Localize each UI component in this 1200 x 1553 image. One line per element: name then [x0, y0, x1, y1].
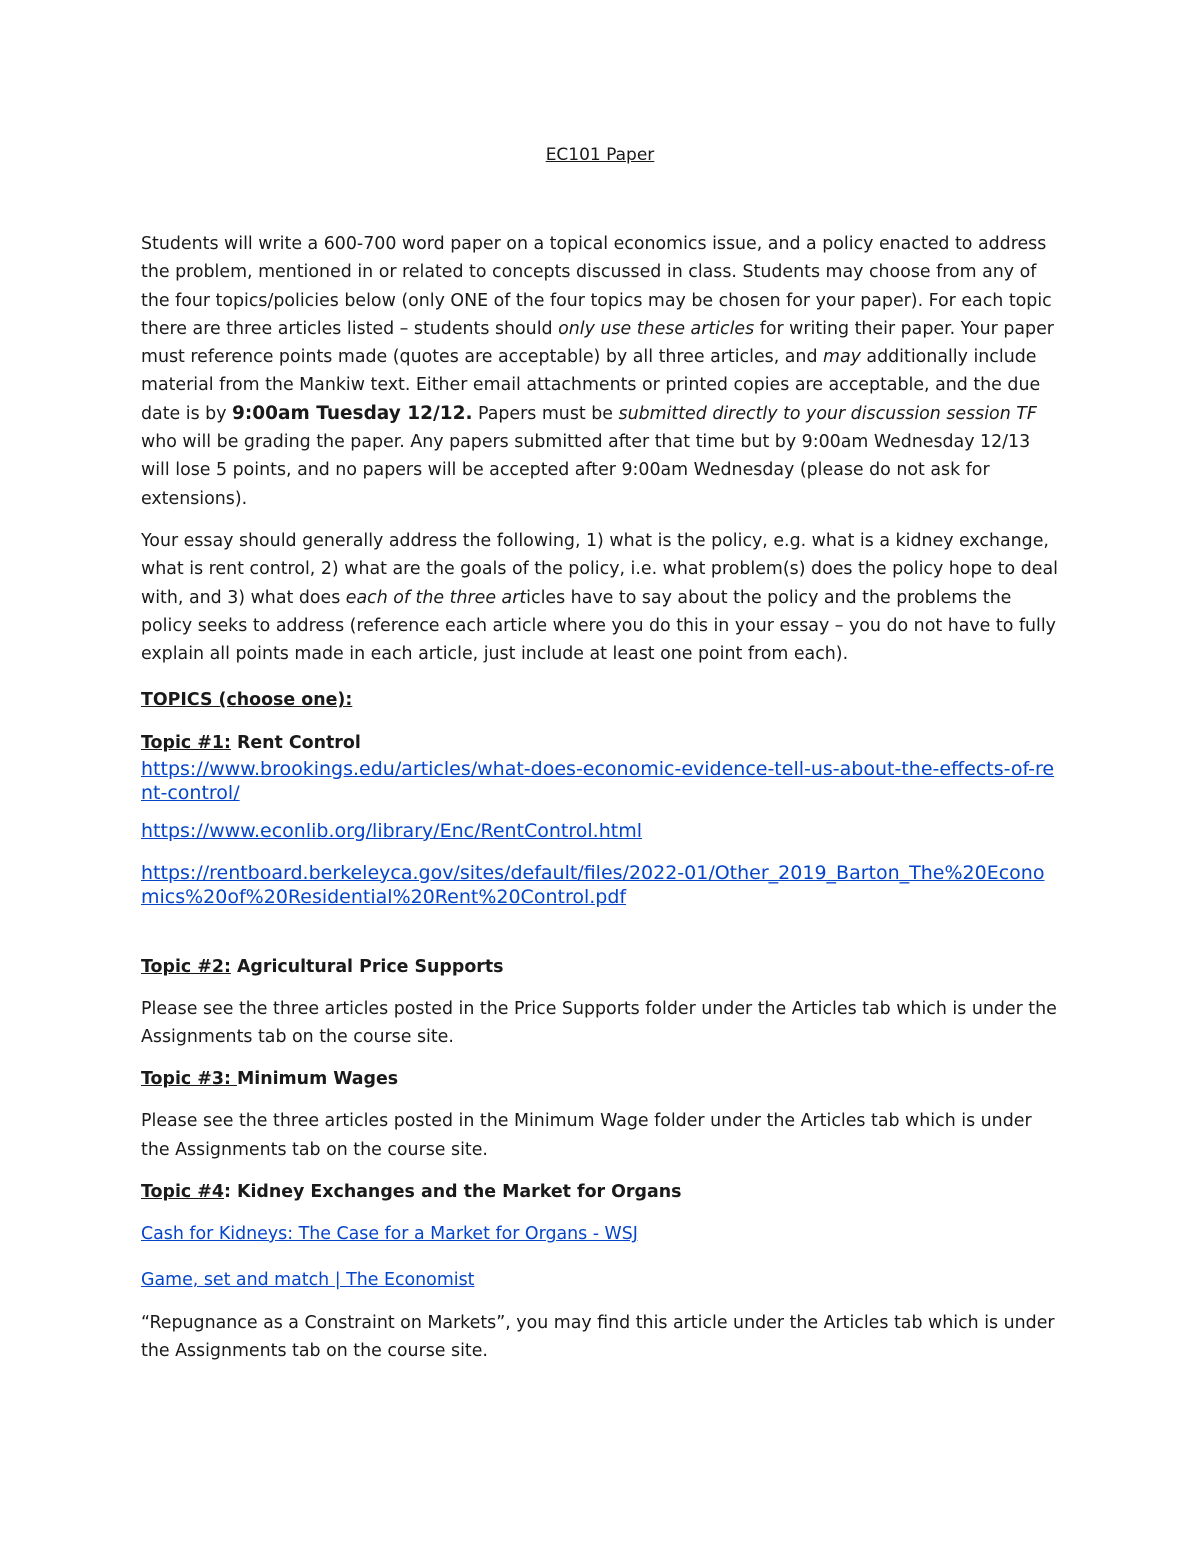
topic-4-link-2[interactable]: Game, set and match | The Economist [141, 1270, 475, 1291]
text-run: Papers must be [472, 403, 619, 424]
topic-1-link-3[interactable]: https://rentboard.berkeleyca.gov/sites/default/files/2022-01/Other_2019_Barton_The%20Economics%20of%20Residential%20Rent%20Control.pdf [141, 861, 1045, 908]
topic-name: Agricultural Price Supports [230, 956, 504, 977]
topic-4-link-1-line [141, 1220, 1061, 1248]
topic-4-link-1[interactable]: Cash for Kidneys: The Case for a Market for Organs - WSJ [141, 1223, 638, 1244]
topics-heading: TOPICS (choose one): [141, 690, 353, 711]
topic-number: Topic #3: [141, 1069, 237, 1090]
intro-paragraph-1 [141, 230, 1061, 513]
text-run: additionally include material from the Mankiw text. Either email attachments or printed copies are acceptable, and the due date is by [141, 347, 1041, 424]
text-run: for writing their paper. Your paper must reference points made (quotes are acceptable) by all three articles, and [141, 318, 1054, 368]
emphasis-text: submitted directly to your discussion session TF [618, 403, 1037, 424]
topic-3-heading [141, 1065, 1061, 1093]
topic-name: Rent Control [230, 732, 361, 753]
intro-paragraph-2 [141, 527, 1061, 668]
topic-3-text: Please see the three articles posted in the Minimum Wage folder under the Articles tab which is under the Assignments tab on the course site. [141, 1111, 1032, 1160]
text-run: icles have to say about the policy and the problems the policy seeks to address (reference each article where you do this in your essay – you do not have to fully explain all points made in each article, just include at least one point from each). [141, 587, 1056, 665]
topic-4-link-2-line [141, 1266, 1061, 1294]
topic-number: Topic #2: [141, 956, 231, 977]
text-run: Students will write a 600-700 word paper on a topical economics issue, and a policy enacted to address the problem, mentioned in or related to concepts discussed in class. Students may choose from any of the four topics/policies below (only ONE of the four topics may be chosen for your paper). For each topic there are three articles listed – students should [141, 234, 1052, 339]
due-date: 9:00am Tuesday 12/12. [232, 402, 473, 424]
topic-number: Topic #1: [141, 732, 231, 753]
topic-1-heading [141, 729, 1061, 757]
document-title: EC101 Paper [545, 145, 655, 165]
topic-1-link-2[interactable]: https://www.econlib.org/library/Enc/RentControl.html [141, 819, 642, 842]
topic-name: : Kidney Exchanges and the Market for Organs [223, 1181, 682, 1202]
emphasis-text: may [823, 347, 861, 368]
topic-4-text: “Repugnance as a Constraint on Markets”, you may find this article under the Articles tab which is under the Assignments tab on the course site. [141, 1312, 1055, 1361]
document-body [141, 230, 1061, 1365]
topic-4-heading [141, 1178, 1061, 1206]
topic-2-text: Please see the three articles posted in the Price Supports folder under the Articles tab which is under the Assignments tab on the course site. [141, 998, 1057, 1048]
emphasis-text: only use these articles [558, 318, 755, 339]
topic-2-heading [141, 953, 1061, 981]
topic-name: Minimum Wages [236, 1069, 399, 1090]
text-run: who will be grading the paper. Any papers submitted after that time but by 9:00am Wednesday 12/13 will lose 5 points, and no papers will be accepted after 9:00am Wednesday (please do not ask for extensions). [141, 432, 1031, 509]
text-run: Your essay should generally address the following, 1) what is the policy, e.g. what is a kidney exchange, what is rent control, 2) what are the goals of the policy, i.e. what problem(s) does the policy hope to deal with, and 3) what does [141, 530, 1058, 608]
topic-number: Topic #4 [141, 1181, 224, 1202]
emphasis-text: each of the three art [345, 587, 527, 608]
topic-1-link-1[interactable]: https://www.brookings.edu/articles/what-does-economic-evidence-tell-us-about-the-effects-of-rent-control/ [141, 757, 1055, 804]
